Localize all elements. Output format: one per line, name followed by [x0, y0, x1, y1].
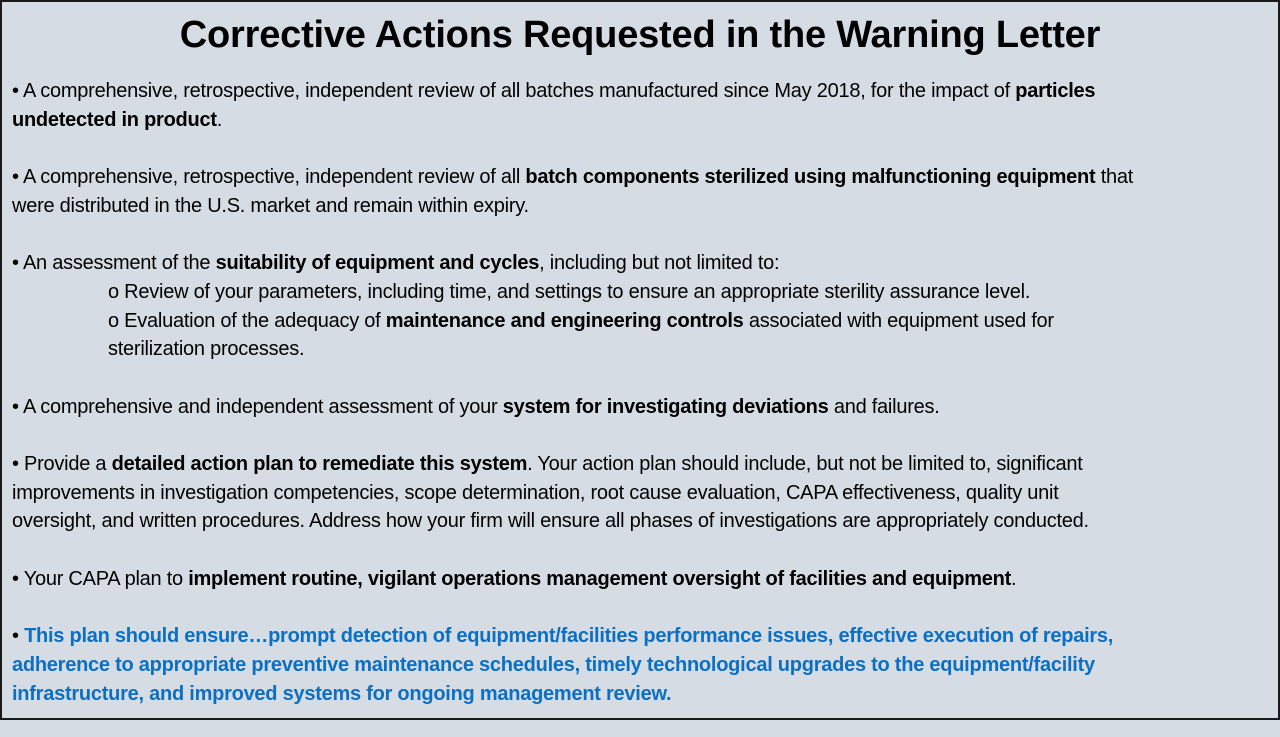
bullet-deviation-system [12, 393, 1274, 422]
sub-bullet-maintenance: o Evaluation of the adequacy of maintenance and engineering controls associated with equipment used for [108, 309, 1054, 332]
bullet-line: improvements in investigation competencies, scope determination, root cause evaluation, CAPA effectiveness, quality unit [12, 481, 1059, 504]
bullet-capa-plan [12, 565, 1274, 594]
emphasis: maintenance and engineering controls [385, 309, 744, 332]
highlight-text: This plan should ensure…prompt detection of equipment/facilities performance issues, effective execution of repairs, [24, 625, 1114, 648]
emphasis: suitability of equipment and cycles [215, 252, 540, 275]
emphasis: implement routine, vigilant operations management oversight of facilities and equipment [188, 567, 1012, 590]
bullet-action-plan [12, 450, 1274, 536]
sub-bullet-continuation: sterilization processes. [108, 338, 305, 361]
bullet-line: • Provide a detailed action plan to remediate this system. Your action plan should include, but not be limited to, significant [12, 453, 1083, 476]
bullet-line: • Your CAPA plan to implement routine, vigilant operations management oversight of facilities and equipment. [12, 567, 1017, 590]
bullet-batch-review [12, 77, 1274, 134]
emphasis: undetected in product [12, 108, 217, 131]
bullet-line: • A comprehensive, retrospective, independent review of all batch components sterilized using malfunctioning equipment that [12, 166, 1134, 189]
slide-title: Corrective Actions Requested in the Warning Letter [179, 14, 1101, 56]
emphasis: batch components sterilized using malfunctioning equipment [525, 166, 1096, 189]
bullet-line: • A comprehensive, retrospective, independent review of all batches manufactured since May 2018, for the impact of particles [12, 80, 1096, 102]
bullet-line: were distributed in the U.S. market and remain within expiry. [12, 194, 529, 217]
bullet-components-review [12, 163, 1274, 220]
bullet-plan-ensure [12, 622, 1274, 708]
emphasis: system for investigating deviations [502, 395, 829, 418]
highlight-text: infrastructure, and improved systems for ongoing management review. [12, 682, 672, 705]
bullet-line: • A comprehensive and independent assessment of your system for investigating deviations and failures. [12, 395, 940, 418]
bullet-line: oversight, and written procedures. Address how your firm will ensure all phases of investigations are appropriately conducted. [12, 510, 1089, 533]
sub-bullet-parameters: o Review of your parameters, including time, and settings to ensure an appropriate sterility assurance level. [108, 280, 1031, 303]
emphasis: particles [1015, 80, 1096, 102]
bullet-line: • This plan should ensure…prompt detection of equipment/facilities performance issues, effective execution of repairs, [12, 625, 1114, 648]
bullet-line: undetected in product. [12, 108, 223, 131]
highlight-text: adherence to appropriate preventive maintenance schedules, timely technological upgrades to the equipment/facility [12, 653, 1095, 676]
slide-body [12, 77, 1274, 737]
emphasis: detailed action plan to remediate this system [111, 453, 528, 476]
bullet-line: • An assessment of the suitability of equipment and cycles, including but not limited to: [12, 252, 780, 275]
bullet-equipment-assessment [12, 249, 1274, 364]
